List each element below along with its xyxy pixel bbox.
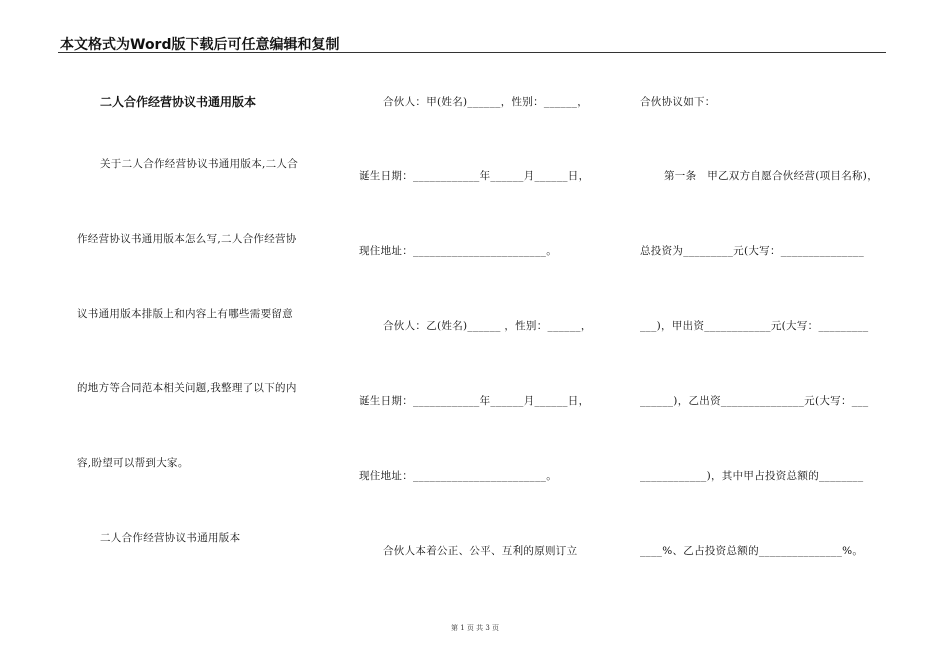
right-column-line: ____________)，其中甲占投资总额的________ <box>640 470 864 482</box>
page-indicator: 第 1 页 共 3 页 <box>450 624 500 632</box>
middle-column-line: 合伙人：甲(姓名)______，性别：______， <box>383 96 588 108</box>
middle-column-line: 合伙人：乙(姓名)______ ，性别：______， <box>383 320 592 332</box>
right-column-line: ___)，甲出资____________元(大写：_________ <box>640 320 869 332</box>
right-column-line: 合伙协议如下： <box>640 96 716 108</box>
document-title: 二人合作经营协议书通用版本 <box>100 95 257 109</box>
middle-column-line: 诞生日期：____________年______月______日， <box>359 170 590 182</box>
left-column-line: 的地方等合同范本相关问题,我整理了以下的内 <box>77 382 297 394</box>
middle-column-line: 现住地址：________________________。 <box>359 245 557 257</box>
header-banner: 本文格式为Word版下载后可任意编辑和复制 <box>60 37 340 53</box>
right-column-line: 第一条 甲乙双方自愿合伙经营(项目名称)， <box>664 170 878 182</box>
left-column-line: 作经营协议书通用版本怎么写,二人合作经营协 <box>77 233 297 245</box>
middle-column-line: 现住地址：________________________。 <box>359 470 557 482</box>
left-column-line: 议书通用版本排版上和内容上有哪些需要留意 <box>77 308 293 320</box>
middle-column-line: 诞生日期：____________年______月______日， <box>359 395 590 407</box>
header-rule <box>58 52 886 53</box>
left-column-line: 二人合作经营协议书通用版本 <box>100 532 241 544</box>
right-column-line: 总投资为_________元(大写：_______________ <box>640 245 864 257</box>
middle-column-line: 合伙人本着公正、公平、互利的原则订立 <box>383 545 578 557</box>
right-column-line: ____%、乙占投资总额的_______________%。 <box>640 545 864 557</box>
right-column-line: ______)，乙出资_______________元(大写：___ <box>640 395 869 407</box>
left-column-line: 容,盼望可以帮到大家。 <box>77 457 189 469</box>
left-column-line: 关于二人合作经营协议书通用版本,二人合 <box>100 158 299 170</box>
